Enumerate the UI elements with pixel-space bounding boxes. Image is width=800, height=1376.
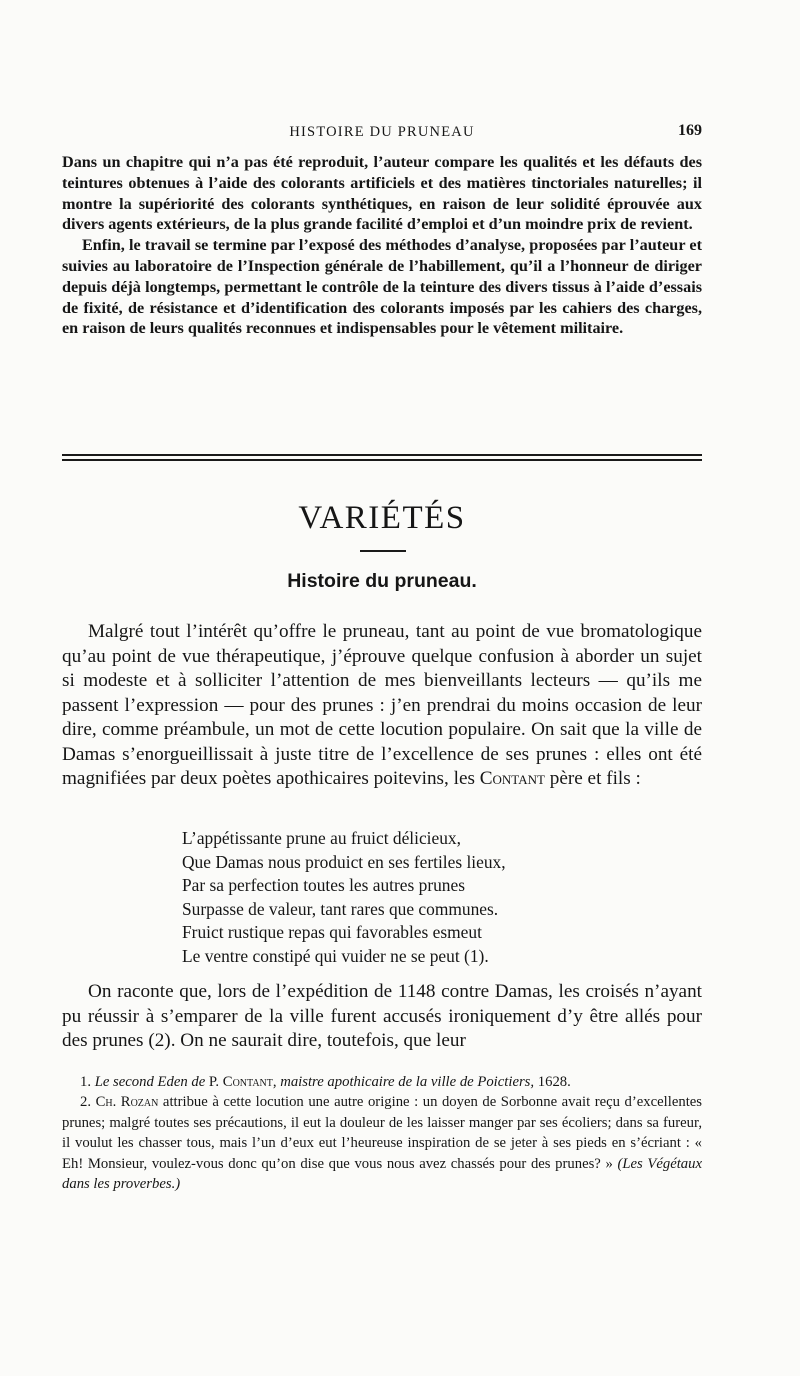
footnote-title: Le second Eden de	[94, 1074, 206, 1090]
footnote-year: 1628.	[537, 1074, 571, 1090]
running-title: HISTOIRE DU PRUNEAU	[289, 124, 475, 140]
footnote-1	[62, 1072, 702, 1092]
verse-quote	[182, 827, 632, 968]
body-paragraph	[62, 620, 702, 792]
footnotes	[62, 1072, 702, 1194]
article-body-continued	[62, 980, 702, 1054]
body-text: père et fils :	[544, 768, 641, 789]
intro-paragraph: Enfin, le travail se termine par l’exposé des méthodes d’analyse, proposées par l’auteur et suivies au laboratoire de l’Inspection générale de l’habillement, qu’il a l’honneur de diriger depuis déjà longtemps, permettant le contrôle de la teinture des divers tissus à l’aide d’essais de fixité, de résistance et d’identification des colorants imposés par les cahiers des charges, en raison de leurs qualités reconnues et indispensables pour le vêtement militaire.	[62, 236, 702, 338]
verse-line: Surpasse de valeur, tant rares que communes.	[182, 898, 499, 919]
footnote-2	[62, 1092, 702, 1194]
body-text: Malgré tout l’intérêt qu’offre le pruneau, tant au point de vue bromatologique qu’au point de vue thérapeutique, j’éprouve quelque confusion à aborder un sujet si modeste et à solliciter l’attention de mes bienveillants lecteurs — qu’ils me passent l’expression — pour des prunes : j’en prendrai du moins occasion de leur dire, comme préambule, un mot de cette locution populaire. On sait que la ville de Damas s’enorgueillissait à juste titre de l’excellence de ses prunes : elles ont été magnifiées par deux poètes apothicaires poitevins, les	[62, 621, 702, 789]
verse-text: Le ventre constipé qui vuider ne se peut	[182, 945, 460, 966]
footnote-ref[interactable]: (2)	[148, 1030, 171, 1051]
footnote-source: (Les Végétaux dans les proverbes.)	[62, 1155, 703, 1193]
footnote-ref[interactable]: (1).	[464, 945, 489, 966]
page-number: 169	[678, 122, 702, 139]
verse-line: L’appétissante prune au fruict délicieux,	[182, 828, 461, 848]
footnote-author: P. Contant,	[208, 1074, 277, 1090]
article-body	[62, 620, 702, 792]
verse-line: Par sa perfection toutes les autres prunes	[182, 875, 465, 895]
verse-line: Fruict rustique repas qui favorables esmeut	[182, 922, 482, 942]
body-paragraph	[62, 980, 702, 1054]
footnote-number: 1.	[80, 1074, 92, 1090]
footnote-text: attribue à cette locution une autre origine : un doyen de Sorbonne avait reçu d’excellentes prunes; malgré toutes ses précautions, il eut la douleur de les laisser manger par ses écoliers; dans sa fureur, il voulut les chasser tous, mais l’un d’eux eut l’heureuse inspiration de se jeter à ses pieds en s’écriant : « Eh! Monsieur, voulez-vous donc qu’on dise que vous nous avez chassés pour des prunes? »	[62, 1094, 703, 1172]
intro-text	[62, 152, 702, 339]
body-text: On raconte que, lors de l’expédition de 1148 contre Damas, les croisés n’ayant pu réussir à s’emparer de la ville furent accusés ironiquement d’y être allés pour des prunes	[62, 981, 702, 1051]
intro-paragraph: Dans un chapitre qui n’a pas été reproduit, l’auteur compare les qualités et les défauts des teintures obtenues à l’aide des colorants artificiels et des matières tinctoriales naturelles; il montre la supériorité des colorants synthétiques, en raison de leur solidité éprouvée aux divers agents extérieurs, de la plus grande facilité d’emploi et d’un moindre prix de revient.	[62, 153, 702, 234]
verse-line: Que Damas nous produict en ses fertiles lieux,	[182, 851, 506, 872]
section-divider	[62, 454, 702, 461]
verse-line	[182, 945, 632, 969]
footnote-author: Ch. Rozan	[95, 1094, 159, 1111]
body-text: . On ne saurait dire, toutefois, que leur	[170, 1030, 466, 1051]
footnote-number: 2.	[80, 1094, 92, 1111]
running-header	[62, 122, 702, 144]
author-name: Contant	[479, 768, 545, 789]
footnote-text: maistre apothicaire de la ville de Poictiers,	[280, 1074, 535, 1090]
divider-line	[62, 459, 702, 461]
divider-line	[62, 454, 702, 456]
section-title: VARIÉTÉS	[298, 500, 466, 536]
article-title: Histoire du pruneau.	[287, 570, 477, 592]
title-rule	[360, 550, 406, 552]
